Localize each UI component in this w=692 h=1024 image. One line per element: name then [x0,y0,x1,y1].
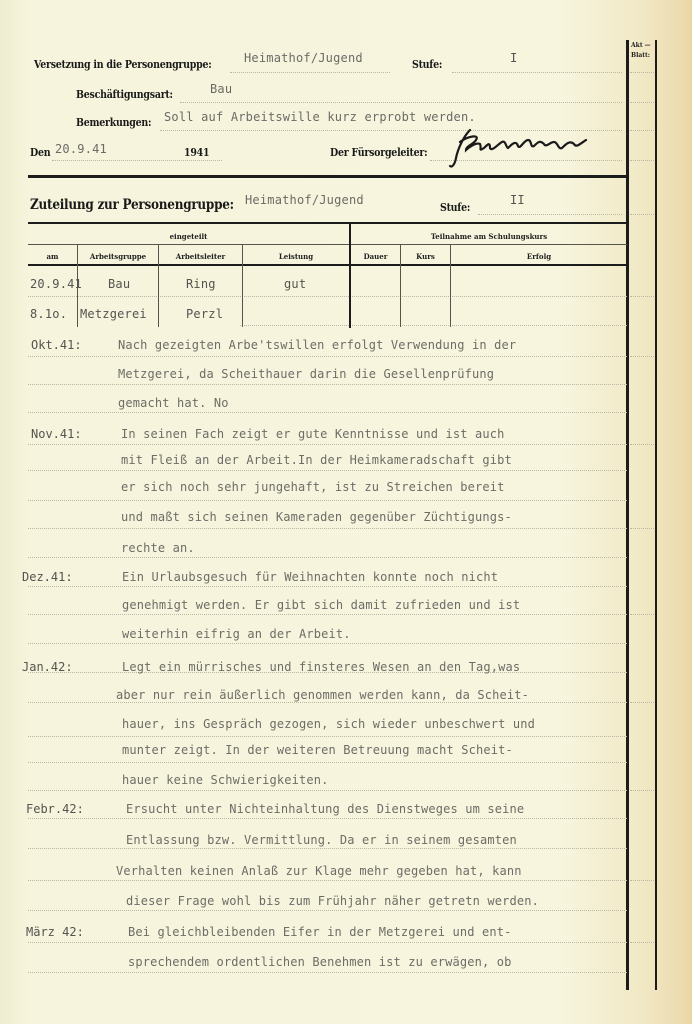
entry-line: genehmigt werden. Er gibt sich damit zufrieden und ist [122,598,521,612]
beschaeftigung-label: Beschäftigungsart: [76,88,173,101]
margin-ruled-line [630,444,654,445]
ruled-line [28,528,627,529]
margin-ruled-line [630,790,654,791]
cell-arbeitsleiter: Perzl [186,307,224,321]
fuersorgeleiter-label: Der Fürsorgeleiter: [330,146,428,159]
ruled-line [28,557,627,558]
year-label: 1941 [184,146,210,159]
margin-ruled-line [630,942,654,943]
ruled-line [28,412,627,413]
margin-ruled-line [630,160,654,161]
ruled-line [28,384,627,385]
ruled-line [28,736,627,737]
margin-ruled-line [630,528,654,529]
margin-ruled-line [630,130,654,131]
den-label: Den [30,146,51,159]
col-header-dauer: Dauer [363,252,388,261]
cell-leistung: gut [284,277,307,291]
entry-line: Metzgerei, da Scheithauer darin die Gesellenprüfung [118,367,495,381]
col-header-arbeitsgruppe: Arbeitsgruppe [89,252,147,261]
entry-line: Verhalten keinen Anlaß zur Klage mehr gegeben hat, kann [116,864,522,878]
margin-ruled-line [630,296,654,297]
section-divider [28,175,627,178]
versetzung-line [230,72,390,73]
zuteilung-label: Zuteilung zur Personengruppe: [30,197,234,213]
margin-ruled-line [630,72,654,73]
cell-am: 20.9.41 [30,277,82,291]
ruled-line [28,910,627,911]
entry-line: aber nur rein äußerlich genommen werden kann, da Scheit- [116,688,529,702]
cell-arbeitsgruppe: Metzgerei [80,307,147,321]
entry-line: Ein Urlaubsgesuch für Weihnachten konnte noch nicht [122,570,499,584]
entry-line: Entlassung bzw. Vermittlung. Da er in seinem gesamten [126,833,517,847]
col-header-kurs: Kurs [416,252,435,261]
signature [446,126,596,170]
entry-line: Ersucht unter Nichteinhaltung des Dienstweges um seine [126,802,525,816]
table-header-rule [28,264,627,266]
ruled-line [28,848,627,849]
ruled-line [28,942,627,943]
cell-am: 8.1o. [30,307,68,321]
margin-ruled-line [630,102,654,103]
entry-line: gemacht hat. No [118,396,229,410]
table-row-line-1 [28,296,627,297]
ruled-line [28,586,627,587]
table-group-rule [28,244,627,245]
entry-date: März 42: [26,925,84,939]
bemerkungen-value: Soll auf Arbeitswille kurz erprobt werden. [164,110,476,124]
entry-line: mit Fleiß an der Arbeit.In der Heimkameradschaft gibt [121,453,512,467]
entry-line: rechte an. [121,541,195,555]
stufe-value-1: I [510,51,518,65]
stufe-line-1 [452,72,622,73]
ruled-line [28,500,627,501]
margin-ruled-line [630,614,654,615]
entry-date: Jan.42: [22,660,73,674]
ruled-line [28,444,627,445]
margin-ruled-line [630,880,654,881]
ruled-line [28,643,627,644]
stufe-label-2: Stufe: [440,201,471,214]
entry-line: In seinen Fach zeigt er gute Kenntnisse und ist auch [121,427,505,441]
entry-date: Okt.41: [31,338,82,352]
col-header-am: am [46,252,59,261]
den-value: 20.9.41 [55,142,107,156]
col-header-erfolg: Erfolg [526,252,552,261]
beschaeftigung-line [180,102,622,103]
col-header-arbeitsleiter: Arbeitsleiter [175,252,226,261]
table-row-line-2 [240,325,627,326]
ruled-line [28,702,627,703]
versetzung-value: Heimathof/Jugend [244,51,363,65]
ruled-line [28,762,627,763]
margin-ruled-line [630,214,654,215]
zuteilung-value: Heimathof/Jugend [245,193,364,207]
margin-ruled-line [630,356,654,357]
table-top-rule [28,222,627,224]
cell-arbeitsleiter: Ring [186,277,216,291]
cell-arbeitsgruppe: Bau [108,277,131,291]
entry-line: Bei gleichbleibenden Eifer in der Metzgerei und ent- [128,925,512,939]
entry-date: Febr.42: [26,802,84,816]
margin-rule-right [655,40,657,990]
group-header-schulungskurs: Teilnahme am Schulungskurs [430,232,548,241]
ruled-line [28,880,627,881]
col-header-leistung: Leistung [278,252,314,261]
group-header-eingeteilt: eingeteilt [169,232,208,241]
ruled-line [28,614,627,615]
entry-line: hauer keine Schwierigkeiten. [122,773,329,787]
beschaeftigung-value: Bau [210,82,233,96]
entry-line: dieser Frage wohl bis zum Frühjahr näher getretn werden. [126,894,539,908]
entry-line: hauer, ins Gespräch gezogen, sich wieder unbeschwert und [122,717,535,731]
den-line [52,160,222,161]
blatt-label: Blatt: [631,52,650,59]
entry-line: und maßt sich seinen Kameraden gegenüber Züchtigungs- [121,510,512,524]
entry-line: sprechendem ordentlichen Benehmen ist zu erwägen, ob [128,955,512,969]
entry-date: Dez.41: [22,570,73,584]
entry-line: Legt ein mürrisches und finsteres Wesen an den Tag,was [122,660,521,674]
stufe-value-2: II [510,193,525,207]
bemerkungen-label: Bemerkungen: [76,116,152,129]
ruled-line [28,972,627,973]
stufe-line-2 [478,214,622,215]
ruled-line [28,470,627,471]
entry-line: munter zeigt. In der weiteren Betreuung macht Scheit- [122,743,513,757]
ruled-line [28,790,627,791]
ruled-line [28,356,627,357]
ruled-line [28,818,627,819]
versetzung-label: Versetzung in die Personengruppe: [34,58,212,71]
stufe-label-1: Stufe: [412,58,443,71]
margin-ruled-line [630,702,654,703]
entry-line: weiterhin eifrig an der Arbeit. [122,627,351,641]
akt-label: Akt — [631,42,651,49]
entry-line: Nach gezeigten Arbe'tswillen erfolgt Verwendung in der [118,338,517,352]
entry-date: Nov.41: [31,427,82,441]
entry-line: er sich noch sehr jungehaft, ist zu Streichen bereit [121,480,505,494]
